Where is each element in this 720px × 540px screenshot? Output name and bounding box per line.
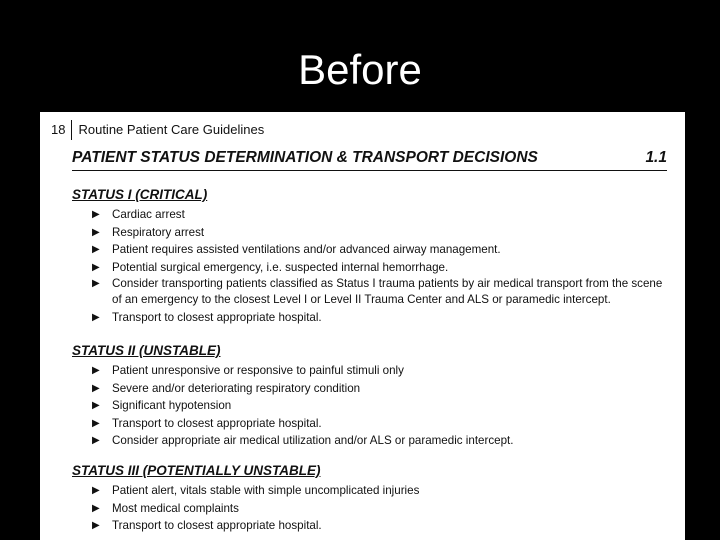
bullet-arrow-icon: ▶ — [92, 278, 100, 289]
status-block-unstable — [72, 342, 672, 450]
status-heading: STATUS I (CRITICAL) — [72, 187, 208, 202]
bullet-arrow-icon: ▶ — [92, 261, 100, 273]
status-item-list — [72, 206, 672, 327]
bullet-arrow-icon: ▶ — [92, 209, 100, 220]
list-item: ▶ Potential surgical emergency, i.e. suspected internal hemorrhage. — [92, 259, 672, 277]
bullet-arrow-icon: ▶ — [92, 502, 100, 514]
bullet-arrow-icon: ▶ — [92, 312, 100, 323]
status-heading: STATUS II (UNSTABLE) — [72, 343, 221, 358]
list-item: ▶ Significant hypotension — [92, 397, 672, 415]
header-divider — [71, 120, 72, 140]
bullet-arrow-icon: ▶ — [92, 382, 100, 394]
list-item: ▶ Consider appropriate air medical utilization and/or ALS or paramedic intercept. — [92, 432, 672, 450]
status-block-critical — [72, 186, 672, 327]
list-item: ▶ Transport to closest appropriate hospital. — [92, 517, 672, 535]
section-title-text: PATIENT STATUS DETERMINATION & TRANSPORT DECISIONS — [72, 149, 538, 166]
list-item: ▶ Transport to closest appropriate hospital. — [92, 415, 672, 433]
section-number: 1.1 — [645, 149, 667, 166]
list-item: ▶ Consider transporting patients classified as Status I trauma patients by air medical transport from the scene of an emergency to the closest Level I or Level II Trauma Center and ALS or paramedic intercept. — [92, 277, 663, 306]
bullet-arrow-icon: ▶ — [92, 365, 100, 376]
document-header — [51, 120, 264, 140]
bullet-arrow-icon: ▶ — [92, 244, 100, 255]
list-item: ▶ Transport to closest appropriate hospital. — [92, 309, 672, 327]
page-number: 18 — [51, 122, 66, 137]
list-item: ▶ Respiratory arrest — [92, 224, 672, 242]
section-title — [72, 148, 667, 171]
list-item: ▶ Patient unresponsive or responsive to painful stimuli only — [92, 362, 672, 380]
list-item: ▶ Cardiac arrest — [92, 206, 672, 224]
bullet-arrow-icon: ▶ — [92, 485, 100, 496]
list-item: ▶ Patient requires assisted ventilations and/or advanced airway management. — [92, 241, 672, 259]
bullet-arrow-icon: ▶ — [92, 226, 100, 238]
status-item-list — [72, 362, 672, 450]
document-page — [40, 112, 685, 540]
list-item: ▶ Severe and/or deteriorating respiratory condition — [92, 380, 672, 398]
list-item: ▶ Patient alert, vitals stable with simple uncomplicated injuries — [92, 482, 672, 500]
bullet-arrow-icon: ▶ — [92, 435, 100, 446]
status-item-list — [72, 482, 672, 535]
bullet-arrow-icon: ▶ — [92, 400, 100, 411]
status-heading: STATUS III (POTENTIALLY UNSTABLE) — [72, 463, 321, 478]
bullet-arrow-icon: ▶ — [92, 417, 100, 429]
header-title: Routine Patient Care Guidelines — [78, 122, 265, 137]
slide-title: Before — [298, 46, 422, 93]
list-item: ▶ Most medical complaints — [92, 500, 672, 518]
bullet-arrow-icon: ▶ — [92, 520, 100, 531]
status-block-potentially-unstable — [72, 462, 672, 535]
